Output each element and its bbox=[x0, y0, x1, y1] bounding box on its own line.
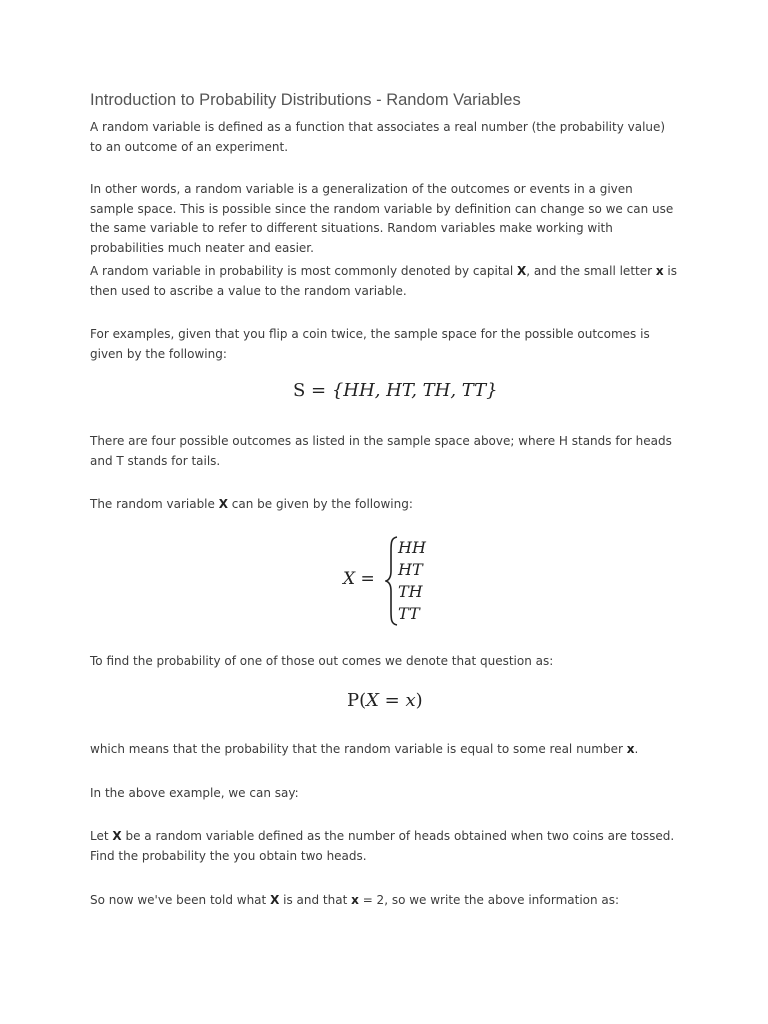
equation-body: X = x bbox=[366, 690, 416, 711]
equation-cases-lhs bbox=[343, 569, 375, 589]
equation-lhs: S = bbox=[293, 380, 332, 401]
text-span: Let bbox=[90, 829, 113, 843]
text-span: which means that the probability that the random variable is equal to some real number bbox=[90, 742, 627, 756]
paragraph-example-intro: In the above example, we can say: bbox=[90, 786, 299, 800]
text-span: So now we've been told what bbox=[90, 893, 271, 907]
left-brace-icon bbox=[385, 535, 399, 627]
text-span: , and the small letter bbox=[526, 264, 656, 278]
equation-lhs-text: X = bbox=[343, 569, 375, 589]
paragraph-so-now bbox=[90, 891, 680, 911]
equation-sample-space bbox=[293, 380, 498, 401]
equation-cases-list bbox=[398, 537, 426, 625]
paragraph-probability-question: To find the probability of one of those out comes we denote that question as: bbox=[90, 654, 554, 668]
text-span: The random variable bbox=[90, 497, 219, 511]
text-span: be a random variable defined as the number of heads obtained when two coins are tossed. Find the probability the you obtain two heads. bbox=[90, 829, 675, 863]
text-span: = 2, so we write the above information as: bbox=[358, 893, 620, 907]
bold-capital-x: X bbox=[270, 893, 280, 907]
paragraph-let-x bbox=[90, 827, 680, 866]
equation-close: ) bbox=[415, 690, 423, 711]
paragraph-definition: A random variable is defined as a function that associates a real number (the probability value) to an outcome of an experiment. bbox=[90, 120, 666, 154]
bold-capital-x: X bbox=[517, 264, 527, 278]
paragraph-notation bbox=[90, 262, 680, 301]
text-span: is then used to ascribe a value to the random variable. bbox=[90, 264, 678, 298]
equation-cases bbox=[343, 535, 463, 627]
bold-small-x: x bbox=[351, 893, 359, 907]
paragraph-generalization: In other words, a random variable is a generalization of the outcomes or events in a given sample space. This is possible since the random variable by definition can change so we can use the same variable to refer to different situations. Random variables make working with probabilities much neater and easier. bbox=[90, 182, 674, 255]
text-span: is and that bbox=[279, 893, 352, 907]
equation-probability bbox=[347, 690, 423, 711]
text-span: . bbox=[634, 742, 639, 756]
text-span: can be given by the following: bbox=[227, 497, 413, 511]
page-title: Introduction to Probability Distributions - Random Variables bbox=[90, 91, 521, 109]
case-hh: HH bbox=[398, 538, 426, 557]
case-tt: TT bbox=[398, 604, 420, 623]
bold-small-x: x bbox=[655, 264, 664, 278]
bold-capital-x: X bbox=[112, 829, 122, 843]
paragraph-outcomes: There are four possible outcomes as listed in the sample space above; where H stands for heads and T stands for tails. bbox=[90, 434, 672, 468]
text-span: A random variable in probability is most commonly denoted by capital bbox=[90, 264, 518, 278]
bold-small-x: x bbox=[626, 742, 635, 756]
case-th: TH bbox=[398, 582, 423, 601]
bold-capital-x: X bbox=[218, 497, 228, 511]
equation-p: P( bbox=[347, 690, 367, 711]
case-ht: HT bbox=[398, 560, 423, 579]
paragraph-meaning bbox=[90, 740, 680, 760]
equation-set: {HH, HT, TH, TT} bbox=[331, 380, 498, 401]
paragraph-random-variable-x bbox=[90, 495, 680, 515]
paragraph-coin-example: For examples, given that you flip a coin twice, the sample space for the possible outcomes is given by the following: bbox=[90, 327, 650, 361]
